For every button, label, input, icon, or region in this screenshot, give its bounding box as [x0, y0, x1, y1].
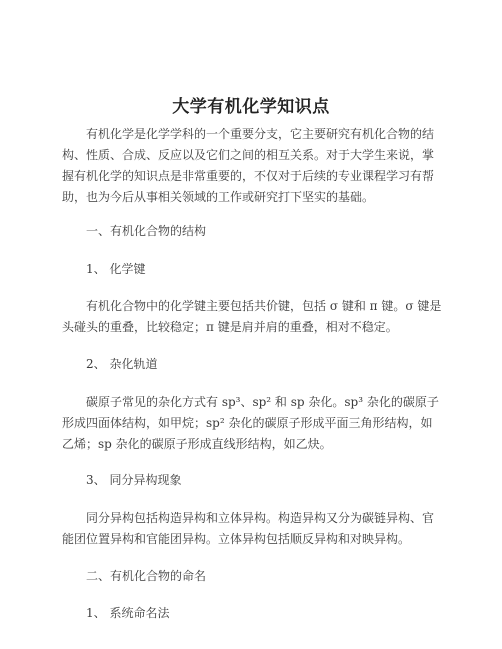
- intro-paragraph: 有机化学是化学学科的一个重要分支，它主要研究有机化合物的结构、性质、合成、反应以及它们之间的相互关系。对于大学生来说，掌握有机化学的知识点是非常重要的，不仅对于后续的专业课程学习有帮助，也为今后从事相关领域的工作或研究打下坚实的基础。: [62, 127, 435, 204]
- section-heading-structure: 一、有机化合物的结构: [86, 224, 207, 238]
- paragraph-isomerism: 同分异构包括构造异构和立体异构。构造异构又分为碳链异构、官能团位置异构和官能团异构。立体异构包括顺反异构和对映异构。: [62, 511, 435, 546]
- paragraph-chemical-bond: 有机化合物中的化学键主要包括共价键，包括 σ 键和 π 键。σ 键是头碰头的重叠，比较稳定；π 键是肩并肩的重叠，相对不稳定。: [62, 299, 442, 334]
- paragraph-hybrid-orbitals: 碳原子常见的杂化方式有 sp³、sp² 和 sp 杂化。sp³ 杂化的碳原子形成四面体结构，如甲烷；sp² 杂化的碳原子形成平面三角形结构，如乙烯；sp 杂化的碳原子形成直线形结构，如乙炔。: [62, 395, 439, 451]
- document-title: 大学有机化学知识点: [172, 97, 330, 117]
- subheading-systematic-naming: 1、 系统命名法: [86, 606, 170, 620]
- subheading-isomerism: 3、 同分异构现象: [86, 473, 182, 487]
- subheading-hybrid-orbitals: 2、 杂化轨道: [86, 357, 158, 371]
- subheading-chemical-bond: 1、 化学键: [86, 262, 146, 276]
- section-heading-naming: 二、有机化合物的命名: [86, 569, 207, 583]
